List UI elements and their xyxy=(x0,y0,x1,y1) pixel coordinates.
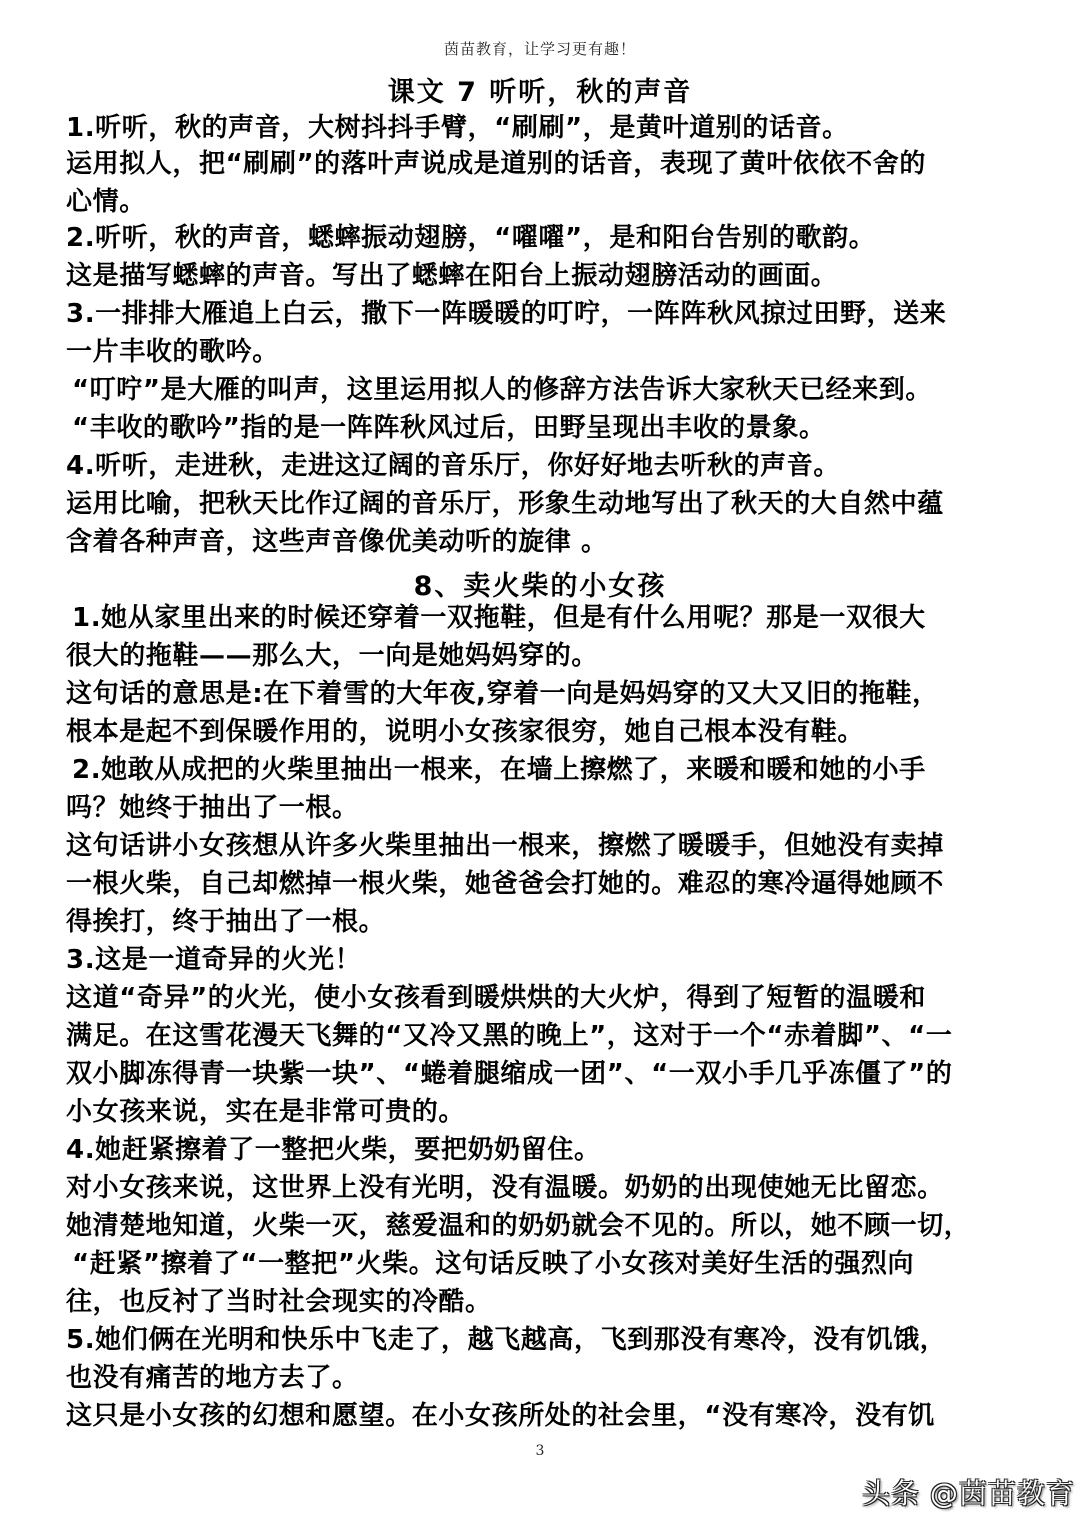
text-line: 3.这是一道奇异的火光！ xyxy=(66,945,362,975)
text-line: “丰收的歌吟”指的是一阵阵秋风过后，田野呈现出丰收的景象。 xyxy=(72,413,826,443)
text-line: 运用比喻，把秋天比作辽阔的音乐厅，形象生动地写出了秋天的大自然中蕴 xyxy=(66,489,944,519)
text-line: 运用拟人，把“刷刷”的落叶声说成是道别的话音，表现了黄叶依依不舍的 xyxy=(66,149,926,179)
text-line: 1.她从家里出来的时候还穿着一双拖鞋，但是有什么用呢？那是一双很大 xyxy=(72,603,926,633)
text-line: 3.一排排大雁追上白云，撒下一阵暖暖的叮咛，一阵阵秋风掠过田野，送来 xyxy=(66,299,947,329)
text-line: 她清楚地知道，火柴一灭，慈爱温和的奶奶就会不见的。所以，她不顾一切， xyxy=(66,1211,971,1241)
text-line: 含着各种声音，这些声音像优美动听的旋律 。 xyxy=(66,527,608,557)
text-line: 根本是起不到保暖作用的，说明小女孩家很穷，她自己根本没有鞋。 xyxy=(66,717,865,747)
text-line: 对小女孩来说，这世界上没有光明，没有温暖。奶奶的出现使她无比留恋。 xyxy=(66,1173,944,1203)
watermark: 头条 @茵苗教育 xyxy=(862,1477,1075,1510)
section-title-lesson-8: 8、卖火柴的小女孩 xyxy=(413,571,667,602)
text-line: 一根火柴，自己却燃掉一根火柴，她爸爸会打她的。难忍的寒冷逼得她顾不 xyxy=(66,869,944,899)
text-line: 这是描写蟋蟀的声音。写出了蟋蟀在阳台上振动翅膀活动的画面。 xyxy=(66,261,838,291)
text-line: 这句话讲小女孩想从许多火柴里抽出一根来，擦燃了暖暖手，但她没有卖掉 xyxy=(66,831,944,861)
text-line: 很大的拖鞋——那么大，一向是她妈妈穿的。 xyxy=(66,641,599,671)
page-number: 3 xyxy=(535,1443,545,1459)
text-line: 4.听听，走进秋，走进这辽阔的音乐厅，你好好地去听秋的声音。 xyxy=(66,451,840,481)
text-line: 往，也反衬了当时社会现实的冷酷。 xyxy=(66,1287,492,1317)
text-line: 4.她赶紧擦着了一整把火柴，要把奶奶留住。 xyxy=(66,1135,601,1165)
page-header-tagline: 茵苗教育，让学习更有趣！ xyxy=(443,40,636,58)
text-line: 2.她敢从成把的火柴里抽出一根来，在墙上擦燃了，来暖和暖和她的小手 xyxy=(72,755,926,785)
text-line: “叮咛”是大雁的叫声，这里运用拟人的修辞方法告诉大家秋天已经来到。 xyxy=(72,375,932,405)
text-line: 1.听听，秋的声音，大树抖抖手臂，“刷刷”，是黄叶道别的话音。 xyxy=(66,113,849,143)
text-line: 这只是小女孩的幻想和愿望。在小女孩所处的社会里，“没有寒冷，没有饥 xyxy=(66,1401,935,1431)
text-line: 也没有痛苦的地方去了。 xyxy=(66,1363,359,1393)
text-line: “赶紧”擦着了“一整把”火柴。这句话反映了小女孩对美好生活的强烈向 xyxy=(72,1249,915,1279)
text-line: 这道“奇异”的火光，使小女孩看到暖烘烘的大火炉，得到了短暂的温暖和 xyxy=(66,983,926,1013)
text-line: 吗？她终于抽出了一根。 xyxy=(66,793,359,823)
section-title-lesson-7: 课文 7 听听，秋的声音 xyxy=(387,77,693,108)
text-line: 双小脚冻得青一块紫一块”、“蜷着腿缩成一团”、“一双小手几乎冻僵了”的 xyxy=(66,1059,953,1089)
text-line: 得挨打，终于抽出了一根。 xyxy=(66,907,386,937)
text-line: 5.她们俩在光明和快乐中飞走了，越飞越高，飞到那没有寒冷，没有饥饿， xyxy=(66,1325,947,1355)
text-line: 心情。 xyxy=(66,187,146,217)
text-line: 一片丰收的歌吟。 xyxy=(66,337,279,367)
text-line: 满足。在这雪花漫天飞舞的“又冷又黑的晚上”，这对于一个“赤着脚”、“一 xyxy=(66,1021,953,1051)
text-line: 2.听听，秋的声音，蟋蟀振动翅膀，“嚁嚁”，是和阳台告别的歌韵。 xyxy=(66,223,876,253)
text-line: 这句话的意思是:在下着雪的大年夜,穿着一向是妈妈穿的又大又旧的拖鞋， xyxy=(66,679,939,709)
text-line: 小女孩来说，实在是非常可贵的。 xyxy=(66,1097,466,1127)
